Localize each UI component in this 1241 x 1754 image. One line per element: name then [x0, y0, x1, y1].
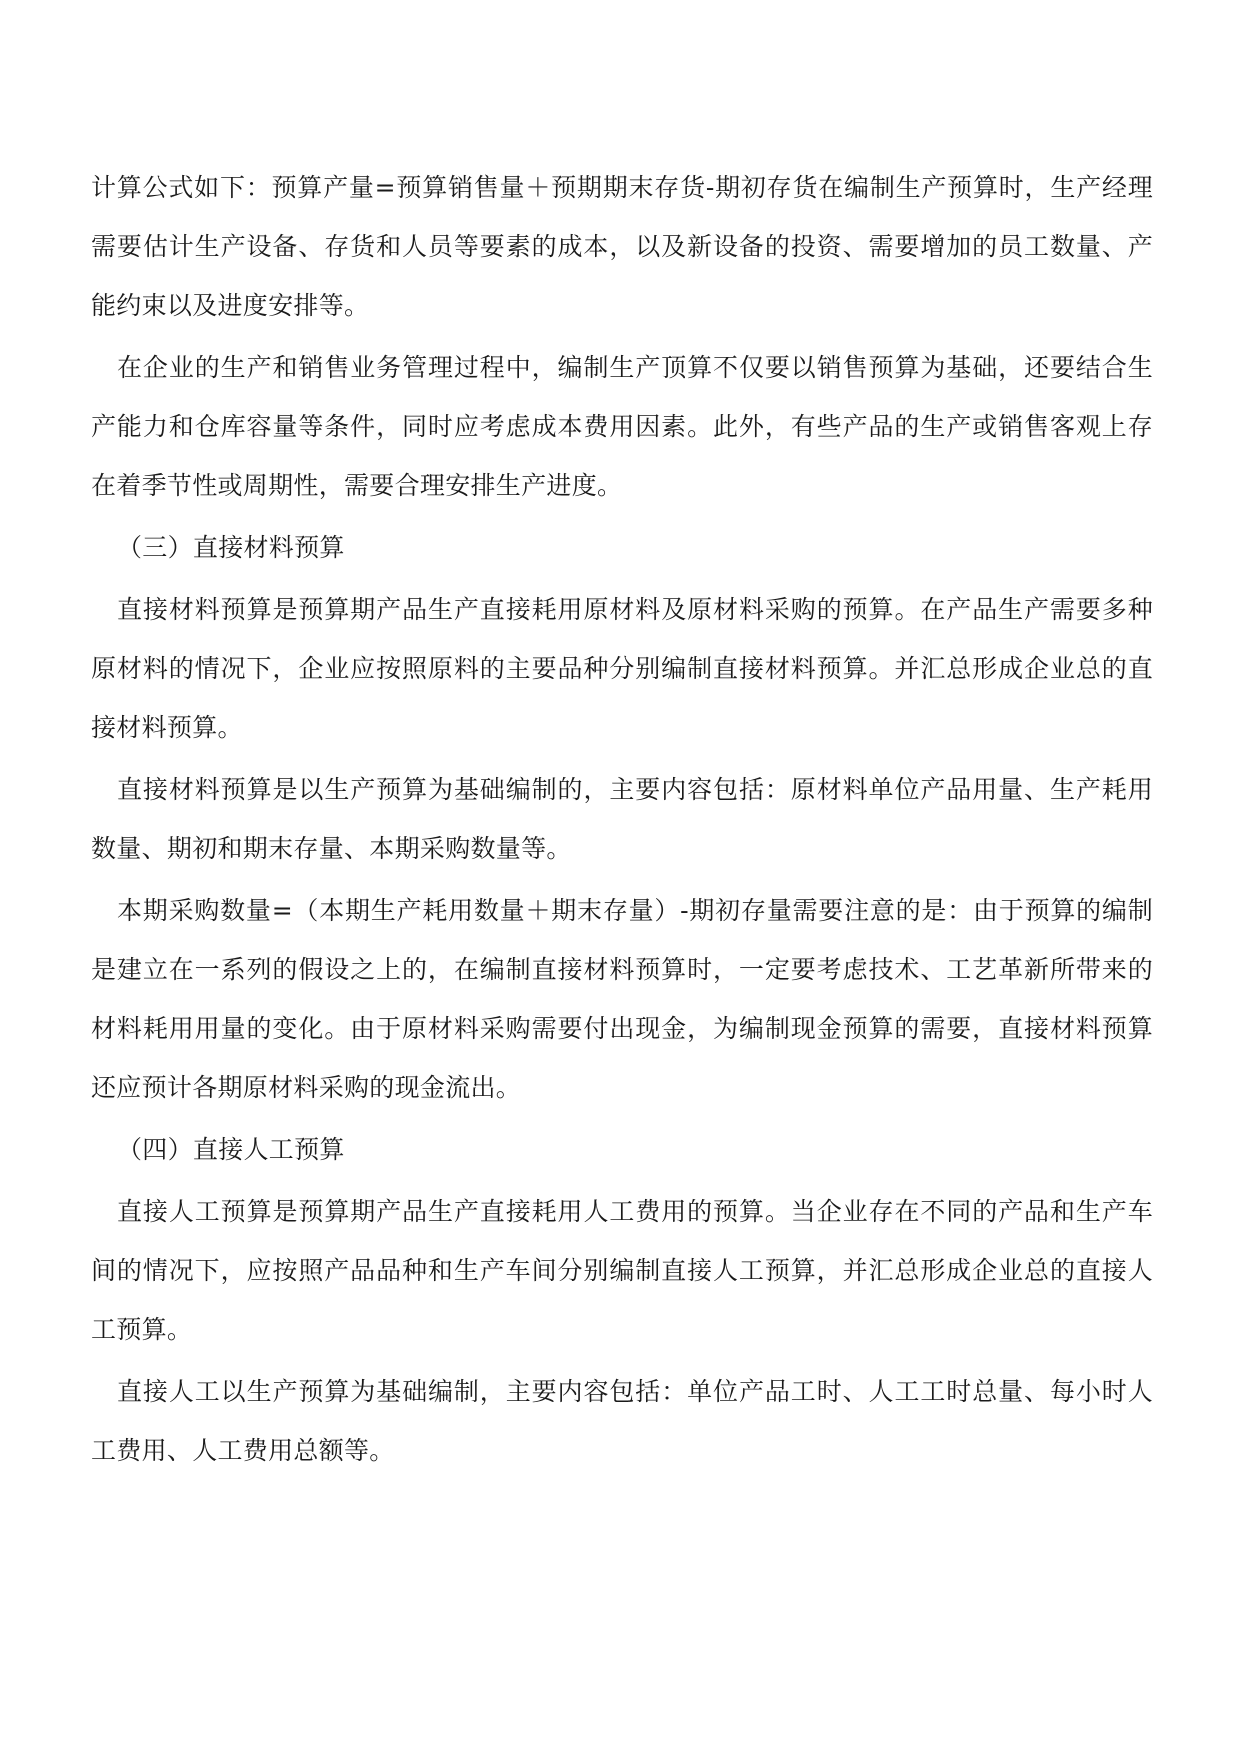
paragraph-formula-production: 计算公式如下：预算产量=预算销售量＋预期期末存货-期初存货在编制生产预算时，生产经理需要估计生产设备、存货和人员等要素的成本，以及新设备的投资、需要增加的员工数量、产能约束以及进度安排等。	[91, 173, 1153, 320]
paragraph-direct-materials-content: 直接材料预算是以生产预算为基础编制的，主要内容包括：原材料单位产品用量、生产耗用数量、期初和期末存量、本期采购数量等。	[91, 775, 1153, 863]
paragraph-direct-labor-content: 直接人工以生产预算为基础编制，主要内容包括：单位产品工时、人工工时总量、每小时人工费用、人工费用总额等。	[91, 1377, 1153, 1465]
paragraph-direct-labor-definition: 直接人工预算是预算期产品生产直接耗用人工费用的预算。当企业存在不同的产品和生产车间的情况下，应按照产品品种和生产车间分别编制直接人工预算，并汇总形成企业总的直接人工预算。	[91, 1197, 1153, 1344]
paragraph-purchase-quantity-formula: 本期采购数量=（本期生产耗用数量＋期末存量）-期初存量需要注意的是：由于预算的编制是建立在一系列的假设之上的，在编制直接材料预算时，一定要考虑技术、工艺革新所带来的材料耗用用量的变化。由于原材料采购需要付出现金，为编制现金预算的需要，直接材料预算还应预计各期原材料采购的现金流出。	[91, 896, 1153, 1102]
paragraph-direct-materials-definition: 直接材料预算是预算期产品生产直接耗用原材料及原材料采购的预算。在产品生产需要多种原材料的情况下，企业应按照原料的主要品种分别编制直接材料预算。并汇总形成企业总的直接材料预算。	[91, 595, 1153, 742]
paragraph-production-management: 在企业的生产和销售业务管理过程中，编制生产顶算不仅要以销售预算为基础，还要结合生产能力和仓库容量等条件，同时应考虑成本费用因素。此外，有些产品的生产或销售客观上存在着季节性或周期性，需要合理安排生产进度。	[91, 353, 1153, 500]
section-heading-direct-labor: （四）直接人工预算	[117, 1135, 345, 1164]
document-body	[91, 158, 1153, 1483]
section-heading-direct-materials: （三）直接材料预算	[117, 533, 345, 562]
